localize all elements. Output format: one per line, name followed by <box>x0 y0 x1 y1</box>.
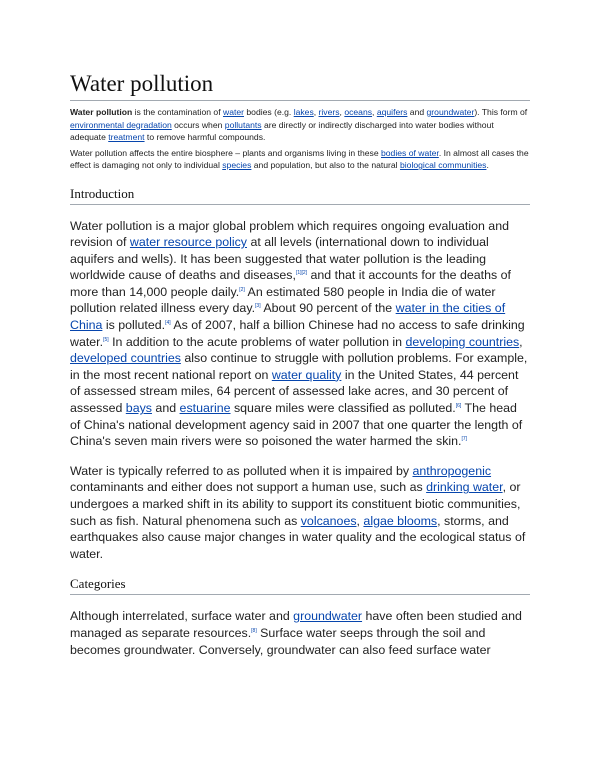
link-water[interactable]: water <box>222 107 244 117</box>
lead-paragraph-2 <box>70 147 530 172</box>
link-volcanoes[interactable]: volcanoes <box>300 513 357 528</box>
link-water-resource-policy[interactable]: water resource policy <box>129 235 247 250</box>
link-oceans[interactable]: oceans <box>344 107 373 117</box>
link-treatment[interactable]: treatment <box>108 132 145 142</box>
link-estuarine[interactable]: estuarine <box>179 401 231 416</box>
text: , or undergoes a marked shift in its ability to support its constituent biotic communities, such as fish. Natural phenomena such as <box>70 480 521 528</box>
citation[interactable]: [7] <box>461 436 468 443</box>
link-bodies-of-water[interactable]: bodies of water <box>381 147 439 158</box>
introduction-paragraph-1 <box>70 218 530 450</box>
citation[interactable]: [2] <box>239 286 245 293</box>
citation[interactable]: [6] <box>455 402 462 409</box>
text: at all levels (international down to individual aquifers and wells). It has been suggested that water pollution is the leading worldwide cause of deaths and diseases, <box>70 235 489 283</box>
text: As of 2007, half a billion Chinese had no access to safe drinking water. <box>70 318 525 349</box>
link-species[interactable]: species <box>222 160 252 170</box>
link-biological-communities[interactable]: biological communities <box>399 160 487 170</box>
text: About 90 percent of the <box>260 301 396 316</box>
categories-paragraph-1 <box>70 608 530 658</box>
section-heading-categories: Categories <box>70 576 530 595</box>
link-pollutants[interactable]: pollutants <box>224 119 262 130</box>
lead-section <box>70 106 530 172</box>
link-anthropogenic[interactable]: anthropogenic <box>412 463 492 478</box>
text: occurs when <box>171 119 225 130</box>
text: Water pollution is a major global problem which requires ongoing evaluation and revision of <box>70 218 509 250</box>
link-developing-countries[interactable]: developing countries <box>405 334 520 349</box>
article <box>70 70 530 658</box>
link-rivers[interactable]: rivers <box>318 107 340 117</box>
text: Water pollution affects the entire biosphere – plants and organisms living in these <box>70 147 381 158</box>
lead-paragraph-1: Water pollution is the contamination of water bodies (e.g. lakes, rivers, oceans, aquifers and groundwater). This form of environmental degradation occurs when pollutants are directly or indirectly discharged into water bodies without adequate treatment to remove harmful compounds. <box>70 107 528 142</box>
link-developed-countries[interactable]: developed countries <box>70 351 181 366</box>
text: also continue to struggle with pollution problems. For example, in the most recent national report on <box>70 351 528 382</box>
text: . <box>486 160 489 170</box>
citation[interactable]: [8] <box>251 627 257 634</box>
text: are directly or indirectly discharged into water bodies without adequate <box>70 119 494 142</box>
link-groundwater[interactable]: groundwater <box>293 609 363 624</box>
text: Water is typically referred to as polluted when it is impaired by <box>70 463 413 478</box>
text: Surface water seeps through the soil and becomes groundwater. Conversely, groundwater can also feed surface water <box>70 625 491 657</box>
text: and that it accounts for the deaths of more than 14,000 people daily. <box>70 268 511 299</box>
citation[interactable]: [4] <box>165 319 171 326</box>
text: square miles were classified as polluted. <box>230 401 456 416</box>
text: and <box>407 107 427 117</box>
link-lakes[interactable]: lakes <box>293 107 314 117</box>
text: in the United States, 44 percent of assessed stream miles, 64 percent of assessed lake acres, and 30 percent of assessed <box>70 367 519 416</box>
introduction-paragraph-2 <box>70 463 530 563</box>
text: to remove harmful compounds. <box>144 132 266 142</box>
text: and <box>151 401 180 416</box>
text: , <box>519 334 523 349</box>
link-drinking-water[interactable]: drinking water <box>426 480 503 495</box>
link-bays[interactable]: bays <box>125 401 152 416</box>
text: have often been studied and managed as separate resources. <box>70 609 522 640</box>
text: and population, but also to the natural <box>251 160 400 170</box>
link-water-in-cities-of-china[interactable]: water in the cities of China <box>70 301 506 333</box>
text: In addition to the acute problems of water pollution in <box>108 334 406 349</box>
lead-bold-term: Water pollution <box>70 107 133 117</box>
text: is the contamination of <box>132 107 223 117</box>
text: contaminants and either does not support a human use, such as <box>70 480 427 495</box>
text: Although interrelated, surface water and <box>70 609 294 624</box>
categories-section <box>70 608 530 658</box>
link-water-quality[interactable]: water quality <box>271 367 342 382</box>
text: ). This form of <box>474 107 528 117</box>
page-title: Water pollution <box>70 70 530 101</box>
text: The head of China's national development agency said in 2007 that one quarter the length of China's seven main rivers were so poisoned the water harmed the skin. <box>70 401 523 449</box>
text: , <box>356 513 364 528</box>
text: is polluted. <box>102 318 166 333</box>
introduction-section <box>70 218 530 563</box>
text: , storms, and earthquakes also cause major changes in water quality and the ecological status of water. <box>70 513 526 561</box>
text: bodies (e.g. <box>244 107 294 117</box>
text: . In almost all cases the effect is damaging not only to individual <box>70 147 529 170</box>
link-groundwater[interactable]: groundwater <box>426 107 475 117</box>
link-environmental-degradation[interactable]: environmental degradation <box>70 119 172 130</box>
citation[interactable]: [1][2] <box>295 270 308 277</box>
text: An estimated 580 people in India die of water pollution related illness every day. <box>70 284 496 316</box>
section-heading-introduction: Introduction <box>70 186 530 205</box>
link-aquifers[interactable]: aquifers <box>376 107 408 117</box>
citation[interactable]: [3] <box>255 303 261 310</box>
citation[interactable]: [5] <box>103 336 109 343</box>
link-algae-blooms[interactable]: algae blooms <box>363 513 438 528</box>
